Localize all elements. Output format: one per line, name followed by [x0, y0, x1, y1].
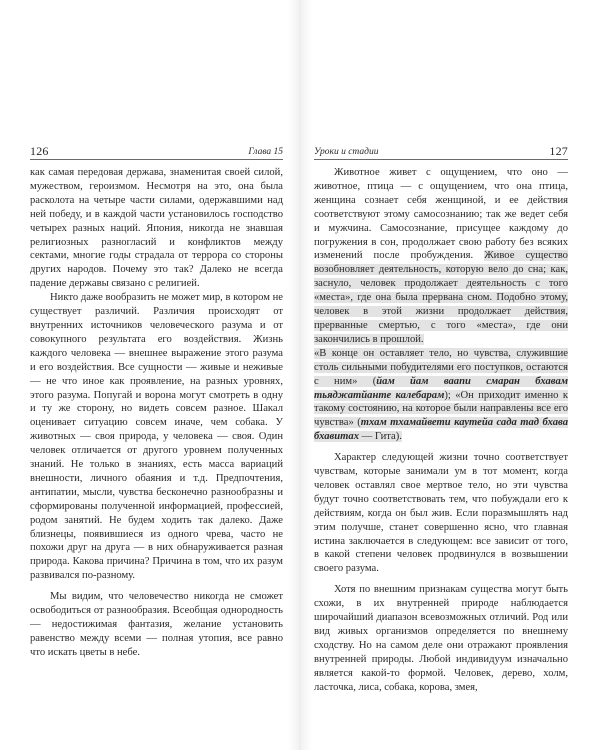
right-header-rule	[314, 159, 568, 160]
left-paragraph-1: как самая передовая держава, знаменитая своей силой, мужеством, героизмом. Несмотря на это, она была расколота на четыре части силами, одержавшими над ней победу, и в каждой части установилось господство четырех разных наций. Япония, никогда не знавшая религиозных разногласий и конфликтов между сектами, многие годы страдала от террора со стороны других народов. Почему это так? Далеко не всегда падение державы связано с религией.	[30, 167, 283, 290]
right-p1-start: Животное живет с ощущением, что оно — животное, птица — с ощущением, что она птица, женщина сознает себя женщиной, и ее действия соответствуют этому самосознанию; так же ведет себя и мужчина. Самосознание, присущее каждому до погружения в сон, продолжает свою работу без всяких изменений после пробуждения.	[314, 167, 568, 262]
left-paragraph-2: Никто даже вообразить не может мир, в котором не существует различий. Различия происходят от внутренних источников человеческого разума и от совокупного результата его воздействия. Жизнь каждого человека — внешнее выражение этого разума и его воздействия. Все сущности — живые и неживые — не что иное как проявление, на разных уровнях, этого разума. Попугай и ворона могут смотреть в одну и ту же сторону, но видеть совсем разное. Шакал оценивает ситуацию совсем иначе, чем собака. У животных — своя природа, у человека — своя. Один человек отличается от другого уровнем полученных знаний. Не только в знаниях, есть масса вариаций внешности, личного обаяния и т.д. Предпочтения, антипатии, мысли, чувства бесконечно разнообразны и сформированы полученной информацией, профессией, родом занятий. Не будем ходить так далеко. Даже близнецы, появившиеся из одного чрева, часто не похожи друг на друга — в них обнаруживается разная природа. Какова причина? Причина в том, что их разум развивался по-разному.	[30, 292, 283, 582]
left-header-rule	[30, 159, 283, 160]
right-paragraph-2	[314, 347, 568, 444]
left-running-title: Глава 15	[248, 147, 283, 157]
right-p2-sanskrit-2: тхам тхамайвети каутейа сада тад бхава бхавитах	[314, 417, 568, 443]
left-page-number: 126	[30, 144, 49, 158]
right-p2-sanskrit-1: йам йам ваапи смаран бхавам тьяджатйанте калебарам	[314, 375, 568, 401]
right-page	[300, 0, 600, 750]
left-body-text	[30, 166, 283, 660]
left-page-header	[30, 144, 283, 158]
right-p1-highlighted: Живое существо возобновляет деятельность, которую вело до сна; как, заснуло, человек продолжает деятельность с того «места», где она была прервана сном. Подобно этому, человек в этой жизни продолжает действия, прерванные смертью, с того «места», где они закончились в прошлой.	[314, 250, 568, 345]
right-running-title: Уроки и стадии	[314, 147, 379, 157]
right-p2-end: — Гита).	[359, 431, 402, 443]
right-body-text	[314, 166, 568, 695]
right-page-header	[314, 144, 568, 158]
right-page-number: 127	[549, 144, 568, 158]
right-p2-start: «В конце он оставляет тело, но чувства, служившие столь сильными побудителями его поступков, остаются с ним» (	[314, 347, 568, 387]
right-paragraph-4: Хотя по внешним признакам существа могут быть схожи, в их внутренней природе наблюдается широчайший диапазон всевозможных отличий. Род или вид живых организмов определяется по внешнему сходству. Но на самом деле они отражают проявления внутренней природы. Любой индивидуум изначально является какой-то формой. Человек, дерево, холм, ласточка, лиса, собака, корова, змея,	[314, 584, 568, 693]
right-paragraph-3: Характер следующей жизни точно соответствует чувствам, которые занимали ум в тот момент, когда человек оставлял свое мертвое тело, но эти чувства будут точно соответствовать тем, что побуждали его к действиям, когда он был жив. Если поразмышлять над этим получше, станет совершенно ясно, что главная истина заключается в следующем: все зависит от того, в какой степени человек продвинулся в возвышении своего разума.	[314, 452, 568, 575]
right-paragraph-1	[314, 166, 568, 347]
right-p2-mid: ); «Он приходит именно к такому состоянию, на которое были направлены все его чувства» (	[314, 389, 568, 429]
left-paragraph-3: Мы видим, что человечество никогда не сможет освободиться от разнообразия. Всеобщая однородность — недостижимая фантазия, желание установить равенство между всеми — полная утопия, все равно что искать цветы в небе.	[30, 591, 283, 658]
book-gutter	[288, 0, 312, 750]
